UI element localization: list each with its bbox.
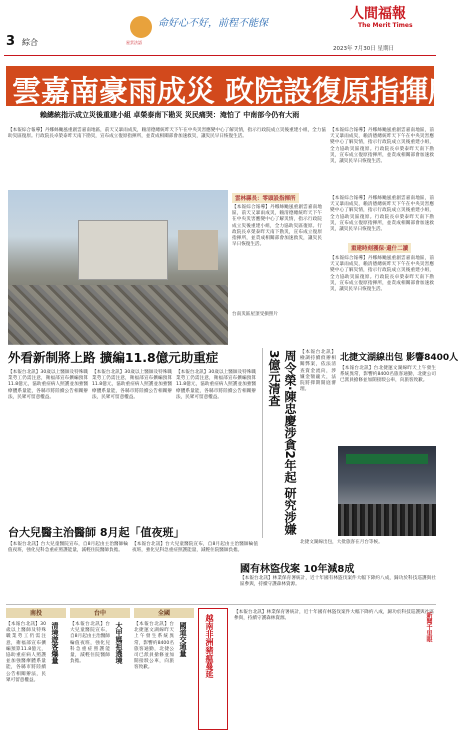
lead-body: 【本報綜合報導】丹娜絲颱風重創雲嘉南地區，前天又暴雨成災，賴清德總統昨天下午在中央災害應變中心了解災情，指示行政院成立災後重建小組，全力協助災區復原。行政院長卓榮泰昨天南下勘災，宣布成立復原指揮所，並責成相關部會加速救災，讓災民早日恢復生活。 — [8, 128, 326, 140]
newspaper-logo: 人間福報 — [350, 6, 406, 22]
divider-b — [262, 348, 263, 538]
lead-body-col: 【本報綜合報導】丹娜絲颱風重創雲嘉南地區，前天又暴雨成災，賴清德總統昨天下午在中央災害應變中心了解災情，指示行政院成立災後重建小組，全力協助災區復原。行政院長卓榮泰昨天南下勘災，宣布成立復原指揮所，並責成相關部會加速救災，讓災民早日恢復生活。 — [232, 205, 322, 248]
bottom-col-1-tag: 南投 — [6, 608, 66, 618]
bottom-col-2-title: 大甲媽祖遶境 — [115, 622, 123, 664]
station-sign — [346, 454, 428, 464]
bottom-col-3-tag: 全國 — [134, 608, 194, 618]
bottom-col-2-tag: 台中 — [70, 608, 130, 618]
bottom-section — [6, 608, 436, 732]
lead-subheadline: 賴總統指示成立災後重建小組 卓榮泰南下勘災 災民痛哭：淹怕了 中南部今仍有大雨 — [40, 111, 300, 119]
bottom-col-1-body: 【本報台北訊】30歲以上醫師及特殊職業勞工仍需注意，衛福部宣布擴編預算11.8億元，協助重症病人照護並加強醫療體系量能，各縣市將陸續公告相關辦法，民眾可留意權益。 — [6, 622, 46, 683]
station-photo-caption: 北捷文湖線出包，大批旅客在月台等候。 — [300, 540, 383, 545]
lead-subheading-2: 重建時刻獲保·還什二讀 — [348, 243, 411, 253]
issue-date: 2023年 7月30日 星期日 — [333, 46, 394, 52]
lead-subheading-1: 雲林縣長：零頭設指揮所 — [232, 193, 299, 203]
story-a-body: 【本報台北訊】30歲以上醫師及特殊職業勞工仍需注意，衛福部宣布擴編預算11.8億元，協助重症病人照護並加強醫療體系量能，各縣市將陸續公告相關辦法，民眾可留意權益。 — [8, 370, 88, 400]
divider-mid — [6, 604, 436, 605]
story-c-body: 【本報台北訊】台北捷運文湖線昨天上午發生系統異常，影響約8400名旅客通勤，北捷公司已派員搶修並加開接駁公車，向旅客致歉。 — [340, 366, 436, 384]
story-d-body-2: 【本報台北訊】台大兒童醫院宣布，自8月起由主治醫師輪值夜班，強化兒科急重症照護能量，減輕住院醫師負擔。 — [132, 542, 258, 554]
slogan: 命好心不好，前程不能保 — [158, 18, 268, 29]
story-a-body-3: 【本報台北訊】30歲以上醫師及特殊職業勞工仍需注意，衛福部宣布擴編預算11.8億元，協助重症病人照護並加強醫療體系量能，各縣市將陸續公告相關辦法，民眾可留意權益。 — [176, 370, 256, 400]
bottom-col-1-title: 清境遊客爆量 — [51, 622, 59, 664]
story-a-body-2: 【本報台北訊】30歲以上醫師及特殊職業勞工仍需注意，衛福部宣布擴編預算11.8億元，協助重症病人照護並加強醫療體系量能，各縣市將陸續公告相關辦法，民眾可留意權益。 — [92, 370, 172, 400]
story-b-body: 【本報台北訊】檢調持續偵辦相關弊案，依法清查資金流向，涉嫌金額龐大，法院將擇期開庭審理。 — [300, 350, 336, 393]
bottom-col-5-body: 【本報台北訊】林業保育署統計，近十年國有林盜伐案件大幅下降約八成，歸功於科技巡護與社區參與，持續守護森林資源。 — [234, 610, 434, 622]
bottom-col-5-title: 新聞千里眼 — [425, 612, 432, 642]
slogan-badge — [130, 16, 152, 38]
crowd — [338, 504, 436, 536]
bottom-col-3-body: 【本報台北訊】台北捷運文湖線昨天上午發生系統異常，影響約8400名旅客通勤，北捷公司已派員搶修並加開接駁公車，向旅客致歉。 — [134, 622, 174, 671]
story-c-headline: 北捷文湖線出包 影響8400人 — [340, 353, 458, 363]
story-d-headline: 台大兒醫主治醫師 8月起「值夜班」 — [8, 526, 185, 539]
bottom-col-2-body: 【本報台北訊】台大兒童醫院宣布，自8月起由主治醫師輪值夜班，強化兒科急重症照護能量，減輕住院醫師負擔。 — [70, 622, 110, 665]
building-shape — [78, 220, 168, 280]
story-b-headline: 周令榮·陳忠慶涉貪2年起 研究涉嫌3億元清查 — [267, 350, 297, 536]
story-d-body: 【本報台北訊】台大兒童醫院宣布，自8月起由主治醫師輪值夜班，強化兒科急重症照護能量，減輕住院醫師負擔。 — [8, 542, 128, 554]
story-e-body: 【本報台北訊】林業保育署統計，近十年國有林盜伐案件大幅下降約八成，歸功於科技巡護與社區參與，持續守護森林資源。 — [240, 576, 436, 588]
photo-caption: 台南災區屋頂受損照片 — [232, 312, 278, 317]
sky-building — [178, 230, 218, 270]
newspaper-logo-en: The Merit Times — [358, 22, 413, 29]
story-e-headline: 國有林盜伐案 10年減8成 — [240, 564, 355, 575]
lead-headline: 雲嘉南豪雨成災 政院設復原指揮所 — [6, 66, 434, 106]
story-a-headline: 外看新制將上路 擴編11.8億元助重症 — [8, 350, 219, 365]
bottom-col-3-title: 國道交通量 — [179, 622, 187, 657]
bottom-col-4-title: 越南非洲豬瘟蔓延 — [205, 614, 214, 678]
roof-debris — [8, 285, 228, 345]
lead-body-right: 【本報綜合報導】丹娜絲颱風重創雲嘉南地區，前天又暴雨成災，賴清德總統昨天下午在中央災害應變中心了解災情，指示行政院成立災後重建小組，全力協助災區復原。行政院長卓榮泰昨天南下勘災，宣布成立復原指揮所，並責成相關部會加速救災，讓災民早日恢復生活。 — [330, 128, 434, 165]
page-header — [0, 0, 440, 58]
page-number: 3 — [6, 34, 16, 49]
lead-body-col-2: 【本報綜合報導】丹娜絲颱風重創雲嘉南地區，前天又暴雨成災，賴清德總統昨天下午在中央災害應變中心了解災情，指示行政院成立災後重建小組，全力協助災區復原。行政院長卓榮泰昨天南下勘災，宣布成立復原指揮所，並責成相關部會加速救災，讓災民早日恢復生活。 — [330, 196, 434, 233]
lead-body-col-3: 【本報綜合報導】丹娜絲颱風重創雲嘉南地區，前天又暴雨成災，賴清德總統昨天下午在中央災害應變中心了解災情，指示行政院成立災後重建小組，全力協助災區復原。行政院長卓榮泰昨天南下勘災，宣布成立復原指揮所，並責成相關部會加速救災，讓災民早日恢復生活。 — [330, 256, 434, 293]
header-rule — [4, 55, 436, 56]
section-label: 綜合 — [22, 38, 38, 47]
slogan-badge-label: 星雲法語 — [126, 40, 142, 45]
flood-photo — [8, 190, 228, 344]
station-photo — [338, 446, 436, 536]
